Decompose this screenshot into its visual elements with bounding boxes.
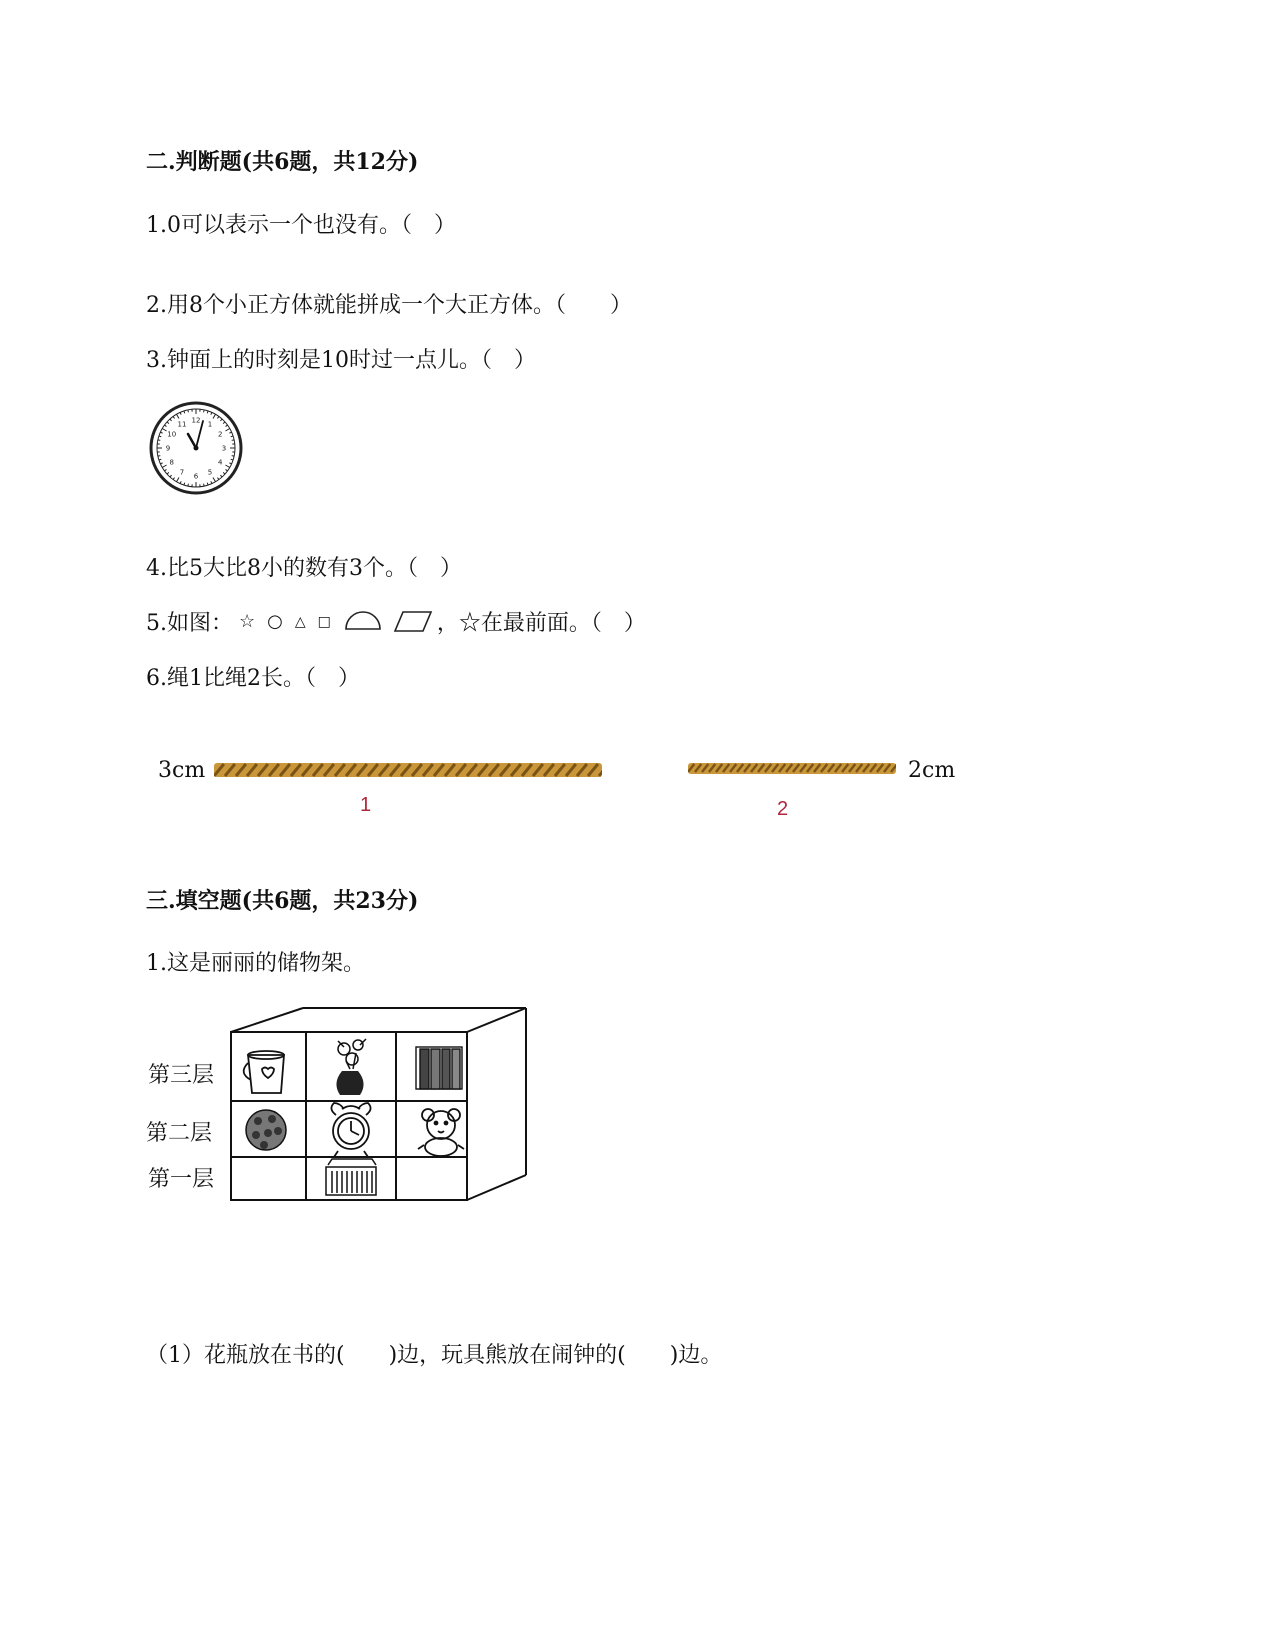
clock-number: 5 bbox=[207, 468, 213, 477]
rope-2-number: 2 bbox=[777, 798, 789, 820]
clock-number: 7 bbox=[179, 468, 185, 477]
clock-image bbox=[148, 400, 244, 496]
star-shape: ☆ bbox=[239, 611, 256, 632]
triangle-shape: △ bbox=[294, 613, 306, 630]
rope-2-length-label: 2cm bbox=[908, 758, 956, 783]
question-3: 3.钟面上的时刻是10时过一点儿。（ ） bbox=[146, 348, 536, 373]
books-icon bbox=[416, 1047, 462, 1089]
clock-number: 4 bbox=[218, 458, 223, 467]
clock-number: 12 bbox=[191, 416, 201, 425]
shelf-label-second: 第二层 bbox=[146, 1121, 213, 1146]
storage-shelf-image bbox=[228, 1005, 530, 1205]
semicircle-shape bbox=[343, 609, 383, 635]
cup-icon bbox=[244, 1051, 284, 1093]
clock-number: 11 bbox=[177, 420, 187, 429]
clock-number: 6 bbox=[193, 472, 199, 481]
clock-number: 2 bbox=[218, 430, 223, 439]
rope-1-number: 1 bbox=[360, 794, 372, 816]
question-5-suffix: ，☆在最前面。（ ） bbox=[436, 611, 646, 636]
section3-question-1: 1.这是丽丽的储物架。 bbox=[146, 951, 365, 976]
circle-shape: ○ bbox=[267, 611, 283, 632]
shelf-label-first: 第一层 bbox=[148, 1167, 215, 1192]
parallelogram-shape bbox=[393, 609, 433, 635]
ball-icon bbox=[246, 1110, 286, 1150]
question-1: 1.0可以表示一个也没有。（ ） bbox=[146, 213, 456, 238]
question-4: 4.比5大比8小的数有3个。（ ） bbox=[146, 556, 462, 581]
question-2: 2.用8个小正方体就能拼成一个大正方体。（ ） bbox=[146, 293, 632, 318]
teddy-bear-icon bbox=[418, 1109, 464, 1156]
clock-number: 8 bbox=[169, 458, 174, 467]
section-heading-fill-blank: 三.填空题(共6题，共23分) bbox=[146, 888, 419, 914]
rope-1-length-label: 3cm bbox=[158, 758, 206, 783]
rope-2-image bbox=[688, 760, 896, 776]
section3-question-1-sub-1: （1）花瓶放在书的( )边，玩具熊放在闹钟的( )边。 bbox=[146, 1343, 723, 1368]
question-5-prefix: 5.如图： bbox=[146, 611, 233, 636]
shelf-label-third: 第三层 bbox=[148, 1063, 215, 1088]
question-6: 6.绳1比绳2长。（ ） bbox=[146, 666, 360, 691]
storage-basket-icon bbox=[326, 1159, 376, 1195]
clock-number: 1 bbox=[207, 420, 213, 429]
clock-number: 10 bbox=[167, 430, 177, 439]
question-5 bbox=[146, 606, 646, 637]
vase-icon bbox=[336, 1039, 366, 1095]
rope-1-image bbox=[214, 760, 602, 780]
clock-number: 9 bbox=[165, 444, 171, 453]
square-shape: □ bbox=[317, 613, 331, 630]
alarm-clock-icon bbox=[331, 1103, 370, 1157]
clock-number: 3 bbox=[221, 444, 227, 453]
section-heading-judgement: 二.判断题(共6题，共12分) bbox=[146, 149, 419, 175]
